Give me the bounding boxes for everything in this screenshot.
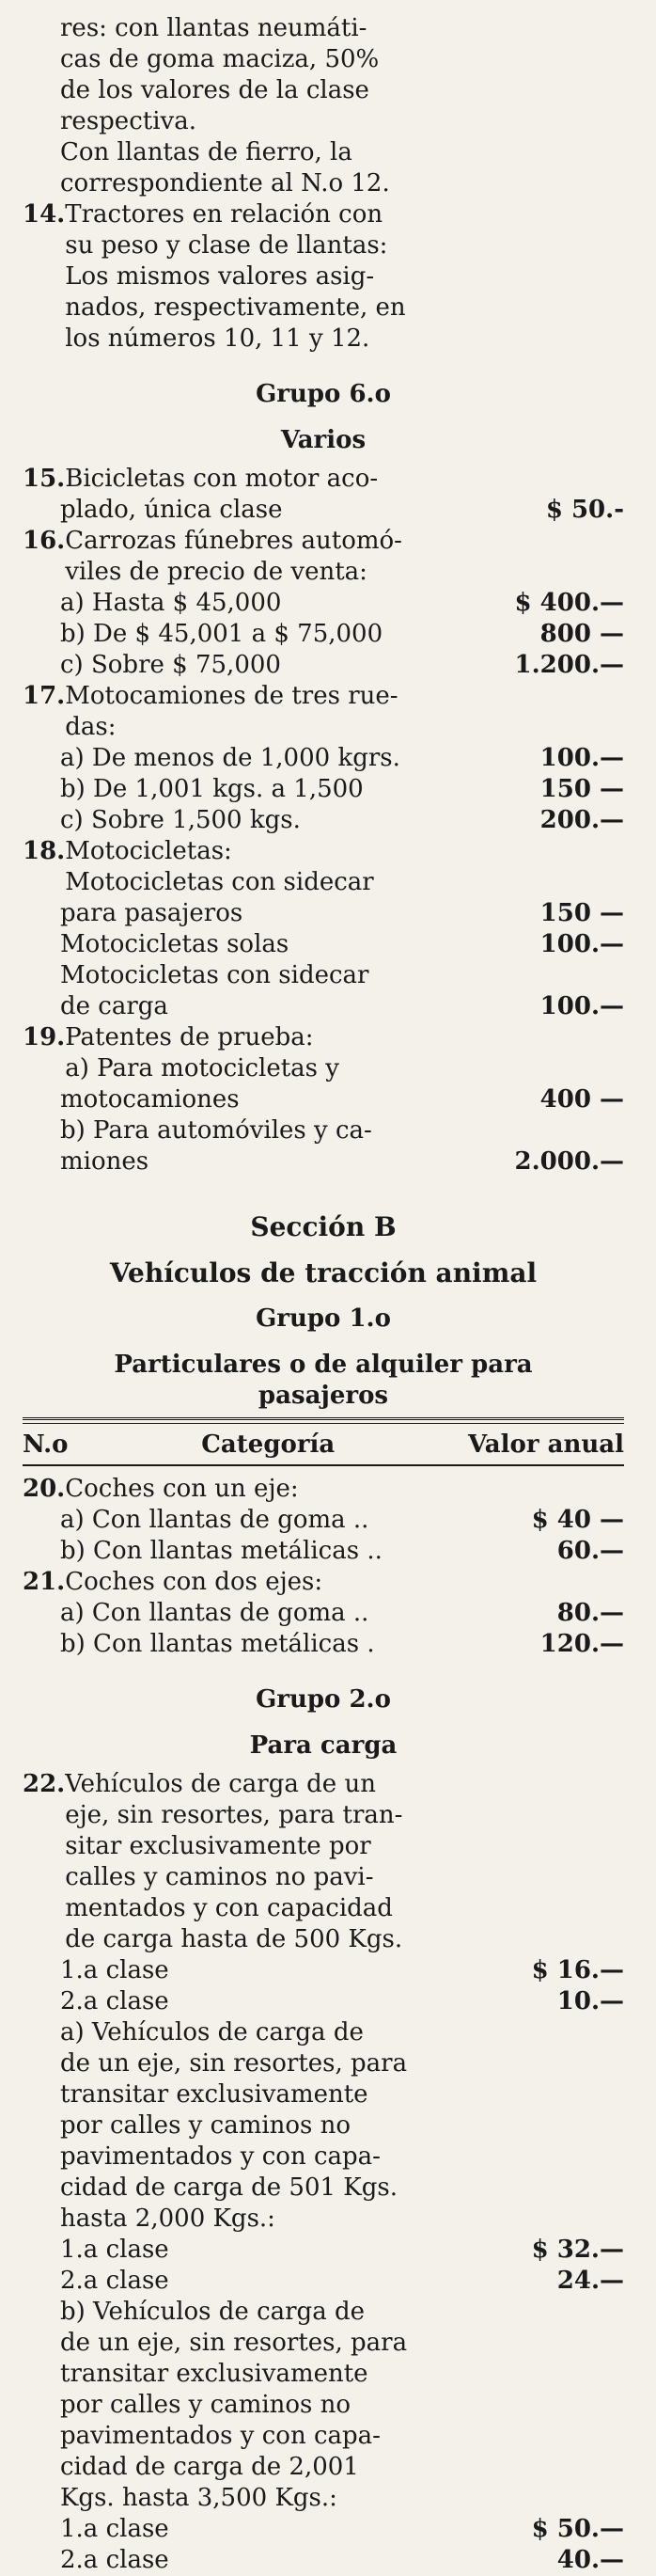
sub-item: a) Hasta $ 45,000 [60, 589, 282, 617]
text-line: transitar exclusivamente [60, 2080, 368, 2109]
intro-paragraph [23, 13, 624, 199]
value: 150 — [539, 775, 624, 803]
value: $ 50.- [545, 496, 624, 524]
sub-item: b) De $ 45,001 a $ 75,000 [60, 620, 383, 648]
value: 800 — [539, 620, 624, 648]
item-16 [23, 526, 624, 588]
value: 40.— [556, 2546, 624, 2574]
value: 1.200.— [514, 651, 624, 679]
text-line: de un eje, sin resortes, para [60, 2049, 408, 2078]
text-line: res: con llantas neumáti- [60, 14, 367, 42]
value: 24.— [556, 2267, 624, 2295]
text-line: cidad de carga de 501 Kgs. [60, 2173, 398, 2202]
text-line: Coches con dos ejes: [65, 1568, 323, 1596]
sub-item: c) Sobre $ 75,000 [60, 651, 281, 679]
text-line: hasta 2,000 Kgs.: [60, 2205, 275, 2233]
item-21 [23, 1567, 624, 1598]
group-subheading: Varios [280, 426, 367, 454]
value: 150 — [539, 899, 624, 927]
section-heading: Sección B [250, 1211, 397, 1242]
text-line: Motocicletas con sidecar [65, 868, 374, 896]
text-line: de carga [60, 992, 168, 1020]
group-heading: Grupo 2.o [256, 1685, 391, 1714]
text-line: pasajeros [258, 1382, 389, 1410]
value: 80.— [556, 1599, 624, 1627]
text-line: Tractores en relación con [65, 200, 383, 229]
text-line: Particulares o de alquiler para [114, 1351, 533, 1379]
class-label: 1.a clase [60, 2236, 169, 2264]
text-line: cas de goma maciza, 50% [60, 45, 380, 73]
text-line: respectiva. [60, 107, 196, 135]
value: 400 — [539, 1085, 624, 1114]
text-line: por calles y caminos no [60, 2111, 351, 2140]
sub-item: b) Con llantas metálicas . [60, 1630, 375, 1658]
text-line: Vehículos de carga de un [65, 1770, 376, 1798]
text-line: Con llantas de fierro, la [60, 138, 352, 166]
item-number: 21. [23, 1568, 66, 1596]
item-19 [23, 1022, 624, 1084]
text-line: su peso y clase de llantas: [65, 231, 388, 260]
double-rule [23, 1417, 624, 1424]
item-number: 18. [23, 837, 66, 865]
group-subheading: Para carga [249, 1731, 398, 1760]
text-line: cidad de carga de 2,001 [60, 2453, 359, 2481]
sub-item: b) De 1,001 kgs. a 1,500 [60, 775, 364, 803]
item-number: 22. [23, 1770, 66, 1798]
sub-item: a) Con llantas de goma .. [60, 1506, 369, 1534]
text-line: a) Vehículos de carga de [60, 2018, 364, 2047]
value: 200.— [539, 806, 624, 834]
value: $ 16.— [531, 1956, 624, 1984]
text-line: miones [60, 1147, 149, 1176]
value: $ 400.— [514, 589, 624, 617]
sub-item: c) Sobre 1,500 kgs. [60, 806, 301, 834]
class-label: 2.a clase [60, 2267, 169, 2295]
text-line: Motocicletas con sidecar [60, 961, 369, 989]
text-line: para pasajeros [60, 899, 243, 927]
text-line: motocamiones [60, 1085, 240, 1114]
value: 120.— [539, 1630, 624, 1658]
sub-item: a) Con llantas de goma .. [60, 1599, 369, 1627]
text-line: transitar exclusivamente [60, 2360, 368, 2388]
value: $ 32.— [531, 2236, 624, 2264]
sub-item: b) Con llantas metálicas .. [60, 1537, 383, 1565]
column-value: Valor anual [468, 1430, 624, 1459]
group-heading: Grupo 1.o [256, 1304, 391, 1333]
class-label: 1.a clase [60, 1956, 169, 1984]
text-line: Motocicletas: [65, 837, 232, 865]
text-line: das: [65, 713, 117, 741]
text-line: nados, respectivamente, en [65, 293, 406, 322]
item-22 [23, 1769, 624, 1955]
text-line: los números 10, 11 y 12. [65, 324, 370, 353]
sub-item: a) De menos de 1,000 kgrs. [60, 744, 400, 772]
value: 100.— [539, 744, 624, 772]
text-line: de un eje, sin resortes, para [60, 2329, 408, 2357]
text-line: Bicicletas con motor aco- [65, 465, 379, 493]
item-17 [23, 681, 624, 743]
text-line: Los mismos valores asig- [65, 262, 375, 291]
text-line: de los valores de la clase [60, 76, 369, 104]
item-number: 15. [23, 465, 66, 493]
group-subheading [23, 1350, 624, 1412]
text-line: de carga hasta de 500 Kgs. [65, 1925, 403, 1953]
text-line: viles de precio de venta: [65, 558, 367, 586]
text-line: pavimentados y con capa- [60, 2142, 381, 2171]
value: 100.— [539, 992, 624, 1020]
value: 60.— [556, 1537, 624, 1565]
item-number: 14. [23, 200, 66, 229]
text-line: por calles y caminos no [60, 2391, 351, 2419]
item-number: 19. [23, 1023, 66, 1051]
class-label: 1.a clase [60, 2515, 169, 2543]
column-category: Categoría [201, 1430, 336, 1459]
section-subheading: Vehículos de tracción animal [109, 1257, 538, 1288]
text-line: Motocicletas solas [60, 930, 289, 958]
value: 2.000.— [514, 1147, 624, 1176]
item-number: 20. [23, 1475, 66, 1503]
text-line: a) Para motocicletas y [65, 1054, 339, 1083]
value: $ 50.— [531, 2515, 624, 2543]
item-20 [23, 1474, 624, 1505]
class-label: 2.a clase [60, 2546, 169, 2574]
text-line: plado, única clase [60, 496, 283, 524]
text-line: Coches con un eje: [65, 1475, 299, 1503]
item-14 [23, 199, 624, 355]
text-line: Carrozas fúnebres automó- [65, 527, 402, 555]
item-number: 16. [23, 527, 66, 555]
text-line: mentados y con capacidad [65, 1894, 393, 1922]
value: 10.— [556, 1987, 624, 2015]
value: 100.— [539, 930, 624, 958]
text-line: pavimentados y con capa- [60, 2422, 381, 2450]
text-line: Patentes de prueba: [65, 1023, 314, 1051]
item-18 [23, 836, 624, 898]
text-line: Motocamiones de tres rue- [65, 682, 398, 710]
text-line: calles y caminos no pavi- [65, 1863, 374, 1891]
column-header [23, 1430, 624, 1466]
text-line: correspondiente al N.o 12. [60, 169, 390, 198]
item-15 [23, 464, 624, 495]
text-line: b) Para automóviles y ca- [60, 1116, 372, 1145]
column-no: N.o [23, 1430, 69, 1459]
class-label: 2.a clase [60, 1987, 169, 2015]
text-line: sitar exclusivamente por [65, 1832, 371, 1860]
item-number: 17. [23, 682, 66, 710]
text-line: eje, sin resortes, para tran- [65, 1801, 403, 1829]
text-line: Kgs. hasta 3,500 Kgs.: [60, 2484, 337, 2512]
text-line: b) Vehículos de carga de [60, 2298, 365, 2326]
group-heading: Grupo 6.o [256, 380, 391, 408]
value: $ 40 — [531, 1506, 624, 1534]
